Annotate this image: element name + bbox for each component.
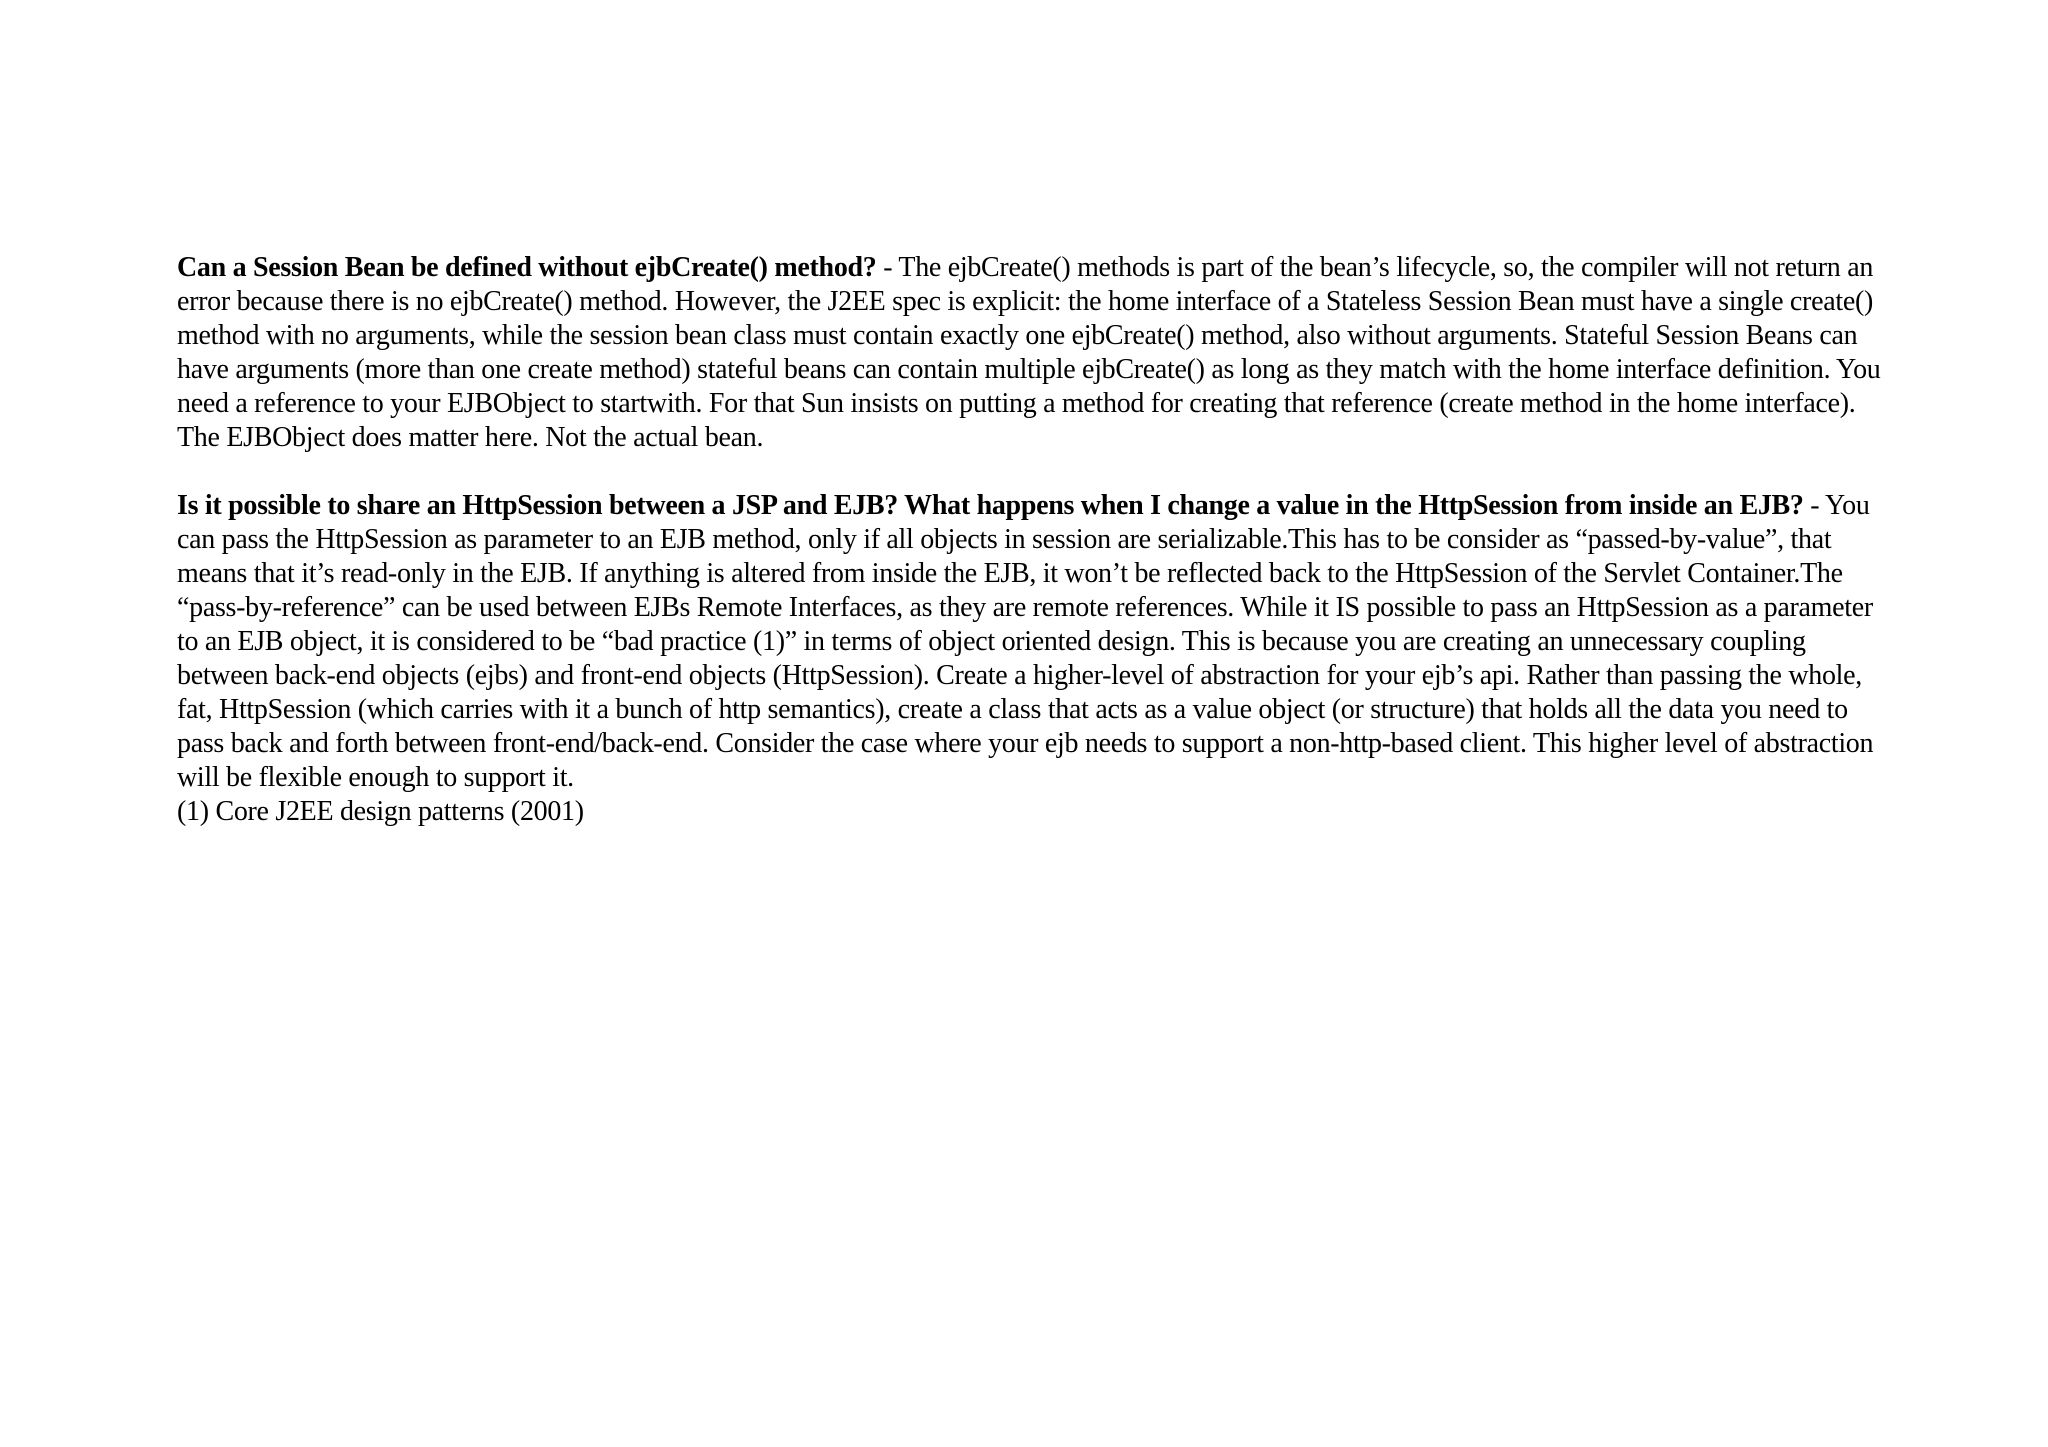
answer-1: The ejbCreate() methods is part of the bean’s lifecycle, so, the compiler will not return an error because there is no ejbCreate() method. However, the J2EE spec is explicit: the home interface of a Stateless Session Bean must have a single create() method with no arguments, while the session bean class must contain exactly one ejbCreate() method, also without arguments. Stateful Session Beans can have arguments (more than one create method) stateful beans can contain multiple ejbCreate() as long as they match with the home interface definition. You need a reference to your EJBObject to startwith. For that Sun insists on putting a method for creating that reference (create method in the home interface). The EJBObject does matter here. Not the actual bean. bbox=[177, 252, 1881, 453]
question-2: Is it possible to share an HttpSession between a JSP and EJB? What happens when I change a value in the HttpSession from inside an EJB? bbox=[177, 490, 1804, 521]
footnote: (1) Core J2EE design patterns (2001) bbox=[177, 796, 584, 827]
question-1-separator: - bbox=[876, 252, 899, 283]
qa-block-2 bbox=[177, 489, 1883, 829]
question-1: Can a Session Bean be defined without ejbCreate() method? bbox=[177, 252, 877, 283]
question-2-separator: - bbox=[1803, 490, 1825, 521]
qa-block-1 bbox=[177, 251, 1883, 455]
document-body bbox=[177, 251, 1883, 829]
answer-2: You can pass the HttpSession as parameter to an EJB method, only if all objects in session are serializable.This has to be consider as “passed-by-value”, that means that it’s read-only in the EJB. If anything is altered from inside the EJB, it won’t be reflected back to the HttpSession of the Servlet Container.The “pass-by-reference” can be used between EJBs Remote Interfaces, as they are remote references. While it IS possible to pass an HttpSession as a parameter to an EJB object, it is considered to be “bad practice (1)” in terms of object oriented design. This is because you are creating an unnecessary coupling between back-end objects (ejbs) and front-end objects (HttpSession). Create a higher-level of abstraction for your ejb’s api. Rather than passing the whole, fat, HttpSession (which carries with it a bunch of http semantics), create a class that acts as a value object (or structure) that holds all the data you need to pass back and forth between front-end/back-end. Consider the case where your ejb needs to support a non-http-based client. This higher level of abstraction will be flexible enough to support it. bbox=[177, 490, 1874, 793]
